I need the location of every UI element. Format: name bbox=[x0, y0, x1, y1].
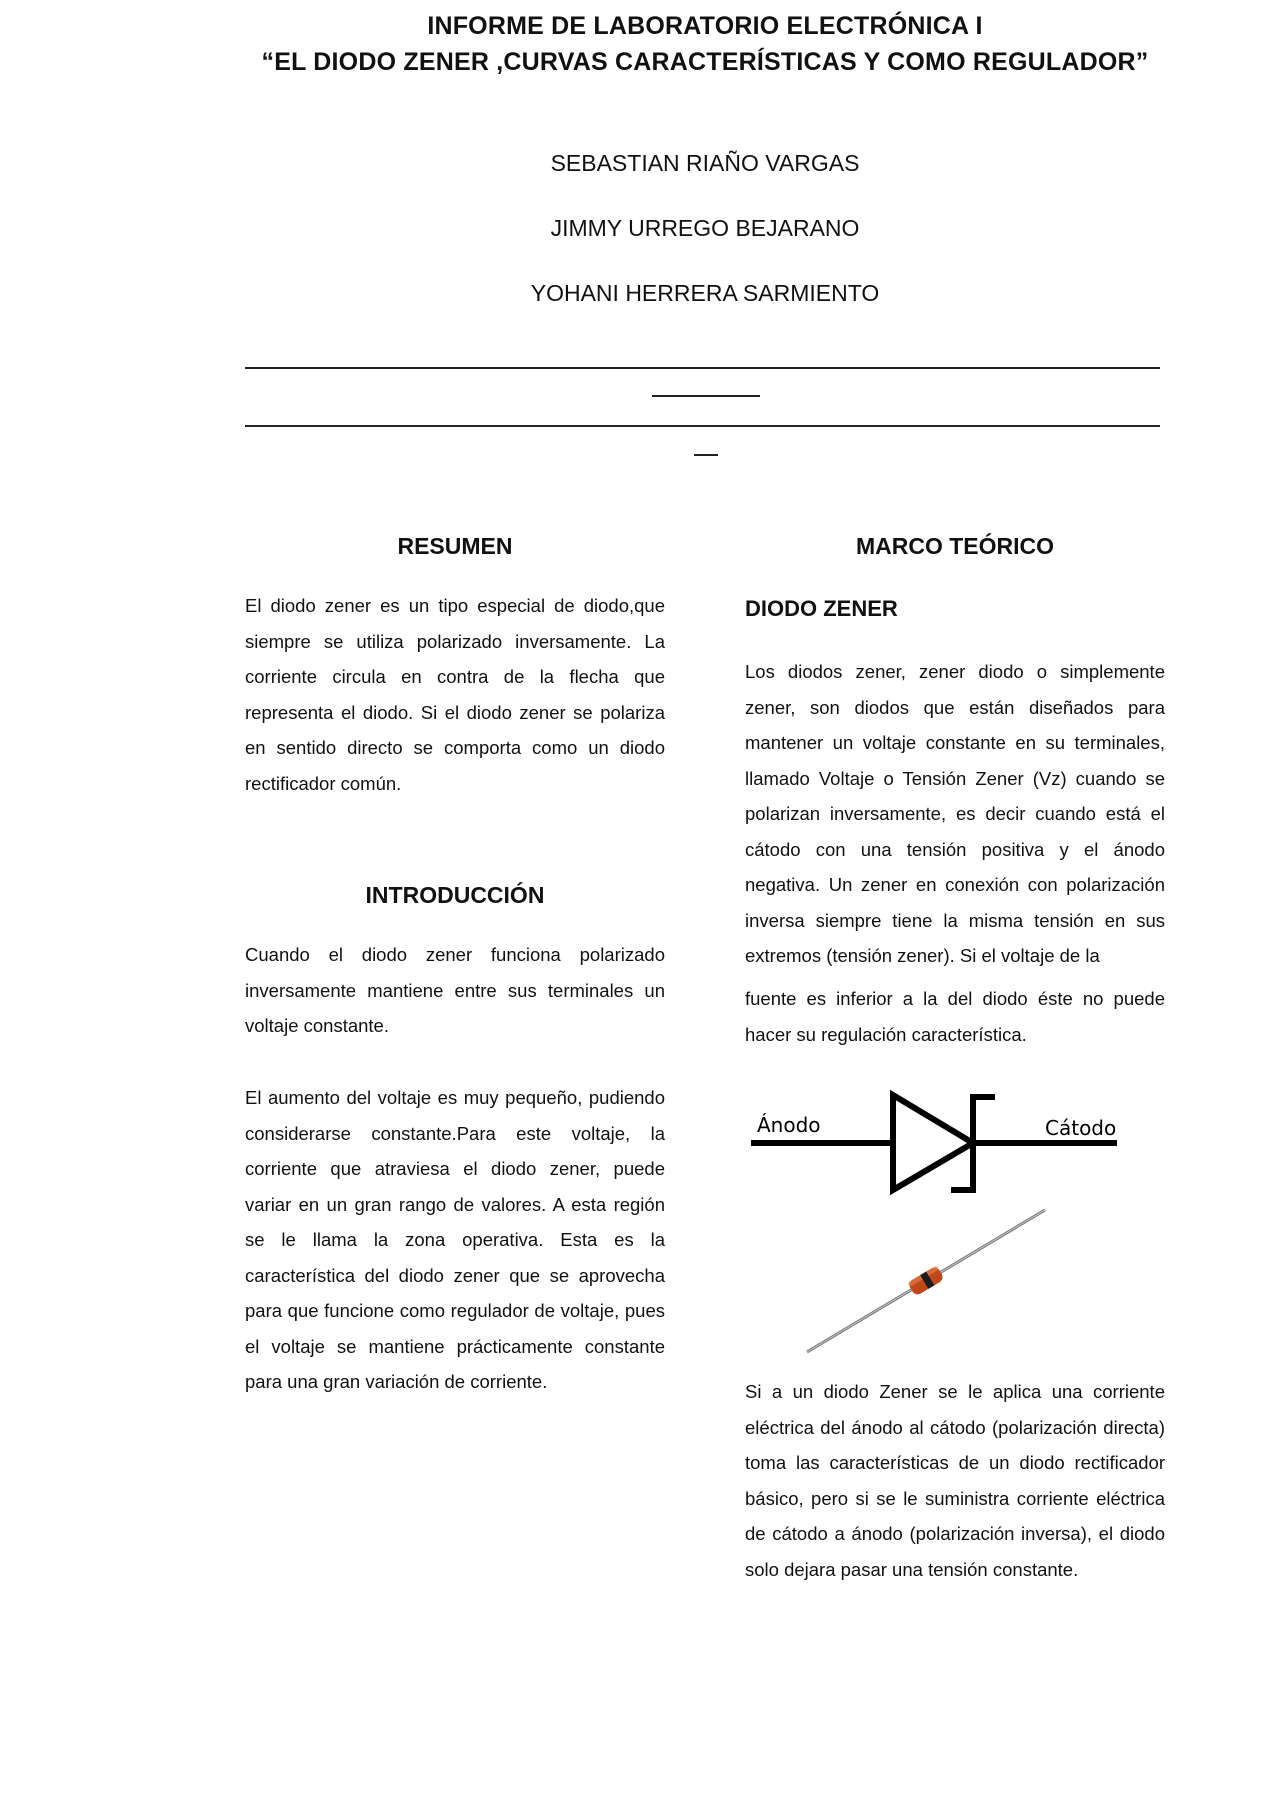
report-title-line2: “EL DIODO ZENER ,CURVAS CARACTERÍSTICAS Y COMO REGULADOR” bbox=[261, 48, 1149, 76]
resumen-heading: RESUMEN bbox=[397, 533, 513, 559]
separator-rule-1 bbox=[245, 367, 1160, 369]
cathode-label: Cátodo bbox=[1045, 1116, 1117, 1140]
introduccion-heading: INTRODUCCIÓN bbox=[365, 882, 545, 908]
zener-symbol bbox=[751, 1095, 1117, 1190]
marco-teorico-heading: MARCO TEÓRICO bbox=[855, 533, 1055, 559]
separator-rule-2 bbox=[245, 425, 1160, 427]
diodo-zener-paragraph-3: Si a un diodo Zener se le aplica una corriente eléctrica del ánodo al cátodo (polarización directa) toma las características de un diodo rectificador básico, pero si se le suministra corriente eléctrica de cátodo a ánodo (polarización inversa), el diodo solo dejara pasar una tensión constante. bbox=[745, 1381, 1165, 1580]
zener-diode-figure bbox=[745, 1080, 1125, 1360]
diodo-zener-paragraph-2: fuente es inferior a la del diodo éste no puede hacer su regulación característica. bbox=[745, 988, 1165, 1045]
resumen-paragraph: El diodo zener es un tipo especial de diodo,que siempre se utiliza polarizado inversamente. La corriente circula en contra de la flecha que representa el diodo. Si el diodo zener se polariza en sentido directo se comporta como un diodo rectificador común. bbox=[245, 595, 665, 794]
report-title-line1: INFORME DE LABORATORIO ELECTRÓNICA I bbox=[427, 12, 983, 40]
separator-dash-2 bbox=[694, 454, 718, 456]
diodo-zener-heading: DIODO ZENER bbox=[745, 596, 898, 621]
author-1: SEBASTIAN RIAÑO VARGAS bbox=[550, 150, 860, 176]
anode-label: Ánodo bbox=[757, 1113, 821, 1137]
introduccion-paragraph-1: Cuando el diodo zener funciona polarizado inversamente mantiene entre sus terminales un voltaje constante. bbox=[245, 944, 665, 1036]
introduccion-paragraph-2: El aumento del voltaje es muy pequeño, pudiendo considerarse constante.Para este voltaje, la corriente que atraviesa el diodo zener, puede variar en un gran rango de valores. A esta región se le llama la zona operativa. Esta es la característica del diodo zener que se aprovecha para que funcione como regulador de voltaje, pues el voltaje se mantiene prácticamente constante para una gran variación de corriente. bbox=[245, 1087, 665, 1392]
zener-diode-photo bbox=[807, 1210, 1045, 1352]
separator-dash-1 bbox=[652, 395, 760, 397]
author-3: YOHANI HERRERA SARMIENTO bbox=[530, 280, 880, 306]
diodo-zener-paragraph-1: Los diodos zener, zener diodo o simplemente zener, son diodos que están diseñados para mantener un voltaje constante en su terminales, llamado Voltaje o Tensión Zener (Vz) cuando se polarizan inversamente, es decir cuando está el cátodo con una tensión positiva y el ánodo negativa. Un zener en conexión con polarización inversa siempre tiene la misma tensión en sus extremos (tensión zener). Si el voltaje de la bbox=[745, 661, 1165, 966]
author-2: JIMMY URREGO BEJARANO bbox=[550, 215, 860, 241]
